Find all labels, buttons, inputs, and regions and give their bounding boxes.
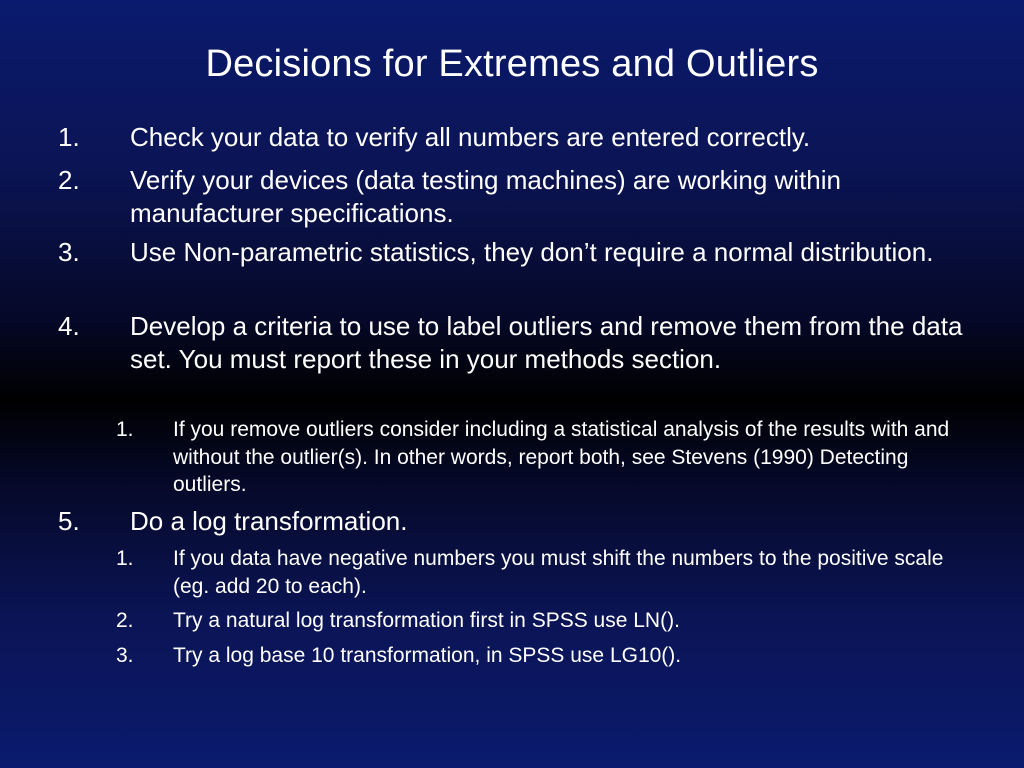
list-item-text: Use Non-parametric statistics, they don’t require a normal distribution.	[130, 237, 934, 267]
sub-list-item-text: Try a natural log transformation first in SPSS use LN().	[173, 609, 680, 632]
list-item-text: Do a log transformation.	[130, 506, 408, 536]
list-item-number: 5.	[58, 506, 80, 536]
list-item-number: 1.	[58, 122, 80, 152]
list-item-number: 4.	[58, 311, 80, 341]
list-item-number: 3.	[58, 237, 80, 267]
sub-list-item-number: 1.	[116, 418, 134, 441]
sub-list-item-text: If you remove outliers consider including a statistical analysis of the results with and without the outlier(s). In other words, report both, see Stevens (1990) Detecting outliers.	[173, 418, 950, 496]
list-item-text: Develop a criteria to use to label outliers and remove them from the data set. You must report these in your methods section.	[130, 311, 963, 374]
sub-list-item-number: 2.	[116, 609, 134, 632]
slide-title: Decisions for Extremes and Outliers	[205, 43, 819, 85]
sub-list-item-number: 1.	[116, 547, 134, 570]
list-item-number: 2.	[58, 165, 80, 195]
sub-list-item-number: 3.	[116, 644, 134, 667]
list-item-text: Check your data to verify all numbers are entered correctly.	[130, 122, 811, 152]
sub-list-item-text: If you data have negative numbers you must shift the numbers to the positive scale (eg. add 20 to each).	[173, 547, 944, 598]
list-item-text: Verify your devices (data testing machines) are working within manufacturer specifications.	[130, 165, 841, 228]
sub-list-item-text: Try a log base 10 transformation, in SPSS use LG10().	[173, 644, 682, 667]
